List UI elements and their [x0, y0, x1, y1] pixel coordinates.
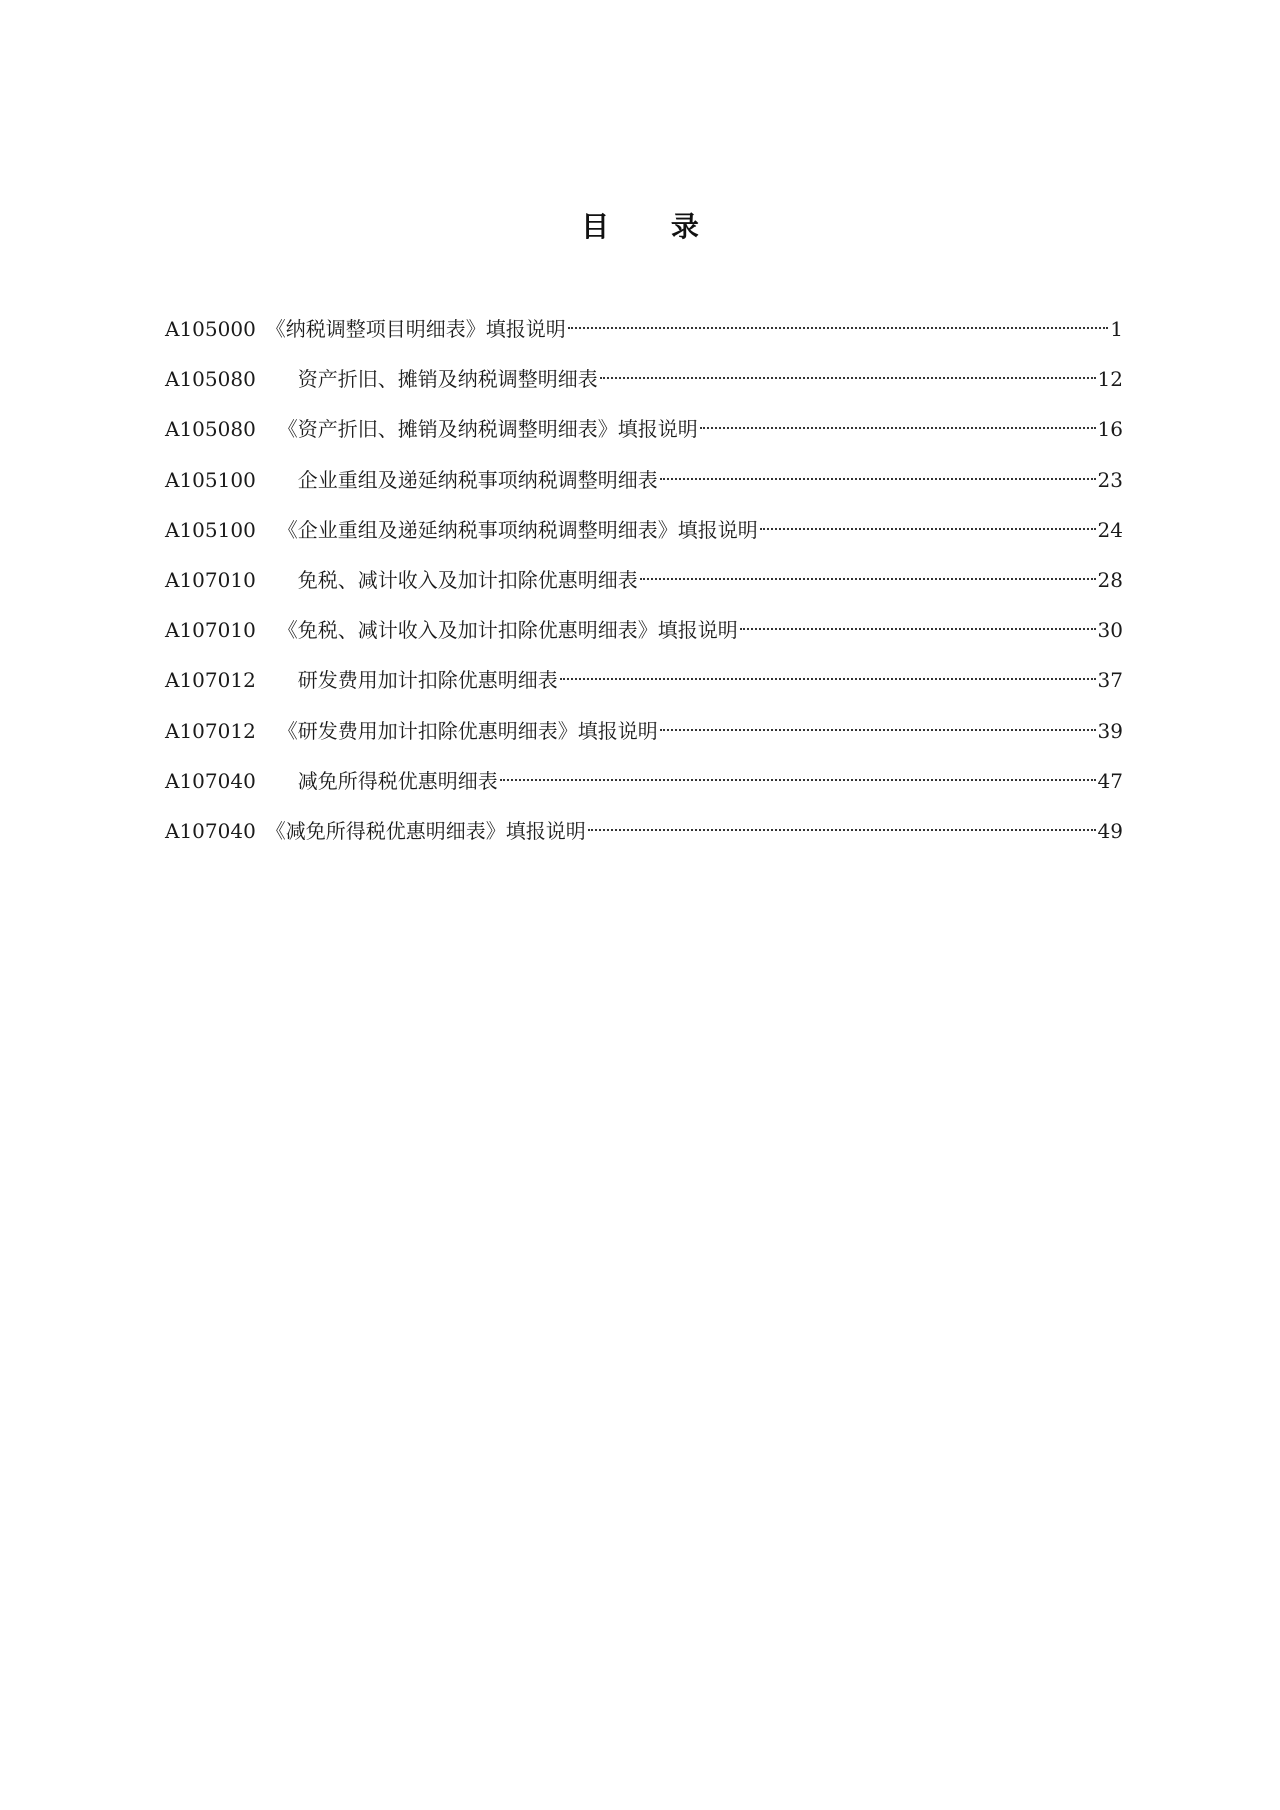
toc-entry[interactable] — [165, 306, 1123, 356]
toc-entry-code: A107040 — [165, 768, 256, 793]
toc-dot-leader — [640, 557, 1096, 587]
toc-entry-label: 《免税、减计收入及加计扣除优惠明细表》填报说明 — [277, 618, 738, 643]
toc-dot-leader — [660, 708, 1096, 738]
toc-entry-page-number: 24 — [1097, 517, 1123, 542]
toc-entry-label: 资产折旧、摊销及纳税调整明细表 — [297, 367, 598, 392]
toc-entry[interactable] — [165, 607, 1123, 657]
page-title: 目 录 — [581, 210, 725, 243]
toc-entry-code: A107012 — [165, 668, 256, 693]
toc-entry-code: A105080 — [165, 367, 256, 392]
toc-dot-leader — [588, 808, 1096, 838]
toc-dot-leader — [660, 457, 1096, 487]
toc-entry-page-number: 23 — [1097, 467, 1123, 492]
table-of-contents — [165, 306, 1123, 858]
toc-entry-code: A105080 — [165, 417, 256, 442]
toc-entry-code: A107010 — [165, 618, 256, 643]
toc-entry[interactable] — [165, 657, 1123, 707]
toc-dot-leader — [500, 758, 1096, 788]
toc-entry-code: A107040 — [165, 818, 256, 843]
toc-entry-label: 企业重组及递延纳税事项纳税调整明细表 — [297, 467, 658, 492]
toc-entry-code: A105100 — [165, 517, 256, 542]
toc-entry-label: 研发费用加计扣除优惠明细表 — [297, 668, 558, 693]
toc-dot-leader — [740, 607, 1096, 637]
toc-entry[interactable] — [165, 557, 1123, 607]
toc-entry-code: A107012 — [165, 718, 256, 743]
toc-entry-page-number: 1 — [1110, 317, 1123, 341]
toc-entry[interactable] — [165, 356, 1123, 406]
toc-entry-page-number: 47 — [1097, 768, 1123, 793]
toc-entry-label: 《企业重组及递延纳税事项纳税调整明细表》填报说明 — [277, 517, 758, 542]
toc-entry[interactable] — [165, 507, 1123, 557]
toc-entry[interactable] — [165, 808, 1123, 858]
toc-entry-page-number: 12 — [1097, 367, 1123, 392]
toc-entry-code: A105100 — [165, 467, 256, 492]
toc-entry-label: 免税、减计收入及加计扣除优惠明细表 — [297, 567, 638, 592]
toc-dot-leader — [700, 406, 1096, 436]
toc-entry-page-number: 28 — [1097, 567, 1123, 592]
toc-entry-page-number: 37 — [1097, 668, 1123, 693]
toc-entry-label: 《研发费用加计扣除优惠明细表》填报说明 — [277, 718, 658, 743]
toc-entry[interactable] — [165, 708, 1123, 758]
toc-dot-leader — [600, 356, 1096, 386]
toc-entry-page-number: 16 — [1097, 417, 1123, 442]
toc-entry[interactable] — [165, 758, 1123, 808]
toc-entry-label: 减免所得税优惠明细表 — [297, 768, 498, 793]
toc-entry[interactable] — [165, 457, 1123, 507]
toc-entry-label: 《资产折旧、摊销及纳税调整明细表》填报说明 — [277, 417, 698, 442]
toc-entry-label: 《纳税调整项目明细表》填报说明 — [265, 317, 566, 341]
toc-dot-leader — [760, 507, 1096, 537]
toc-entry[interactable] — [165, 406, 1123, 456]
toc-entry-page-number: 49 — [1097, 818, 1123, 843]
toc-entry-page-number: 30 — [1097, 618, 1123, 643]
toc-dot-leader — [560, 657, 1096, 687]
toc-entry-code: A105000 — [165, 317, 256, 341]
toc-entry-page-number: 39 — [1097, 718, 1123, 743]
toc-entry-code: A107010 — [165, 567, 256, 592]
toc-dot-leader — [568, 306, 1108, 336]
toc-entry-label: 《减免所得税优惠明细表》填报说明 — [265, 818, 586, 843]
